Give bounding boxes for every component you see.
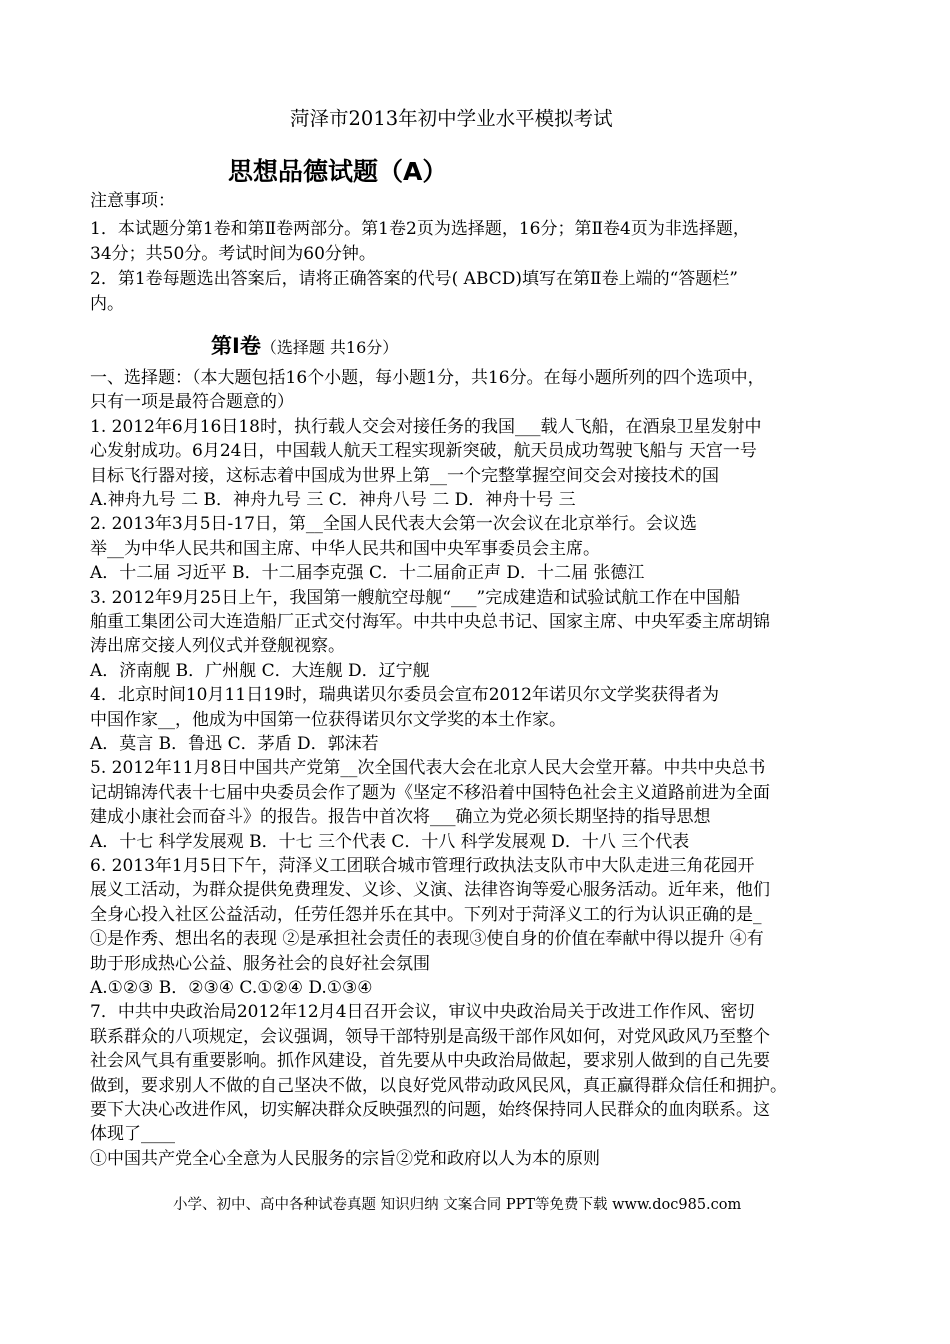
- question-line: 一、选择题：（本大题包括16个小题，每小题1分，共16分。在每小题所列的四个选项中，: [90, 368, 765, 388]
- section-title: 第Ⅰ卷: [211, 334, 261, 358]
- notice-line: 1．本试题分第1卷和第Ⅱ卷两部分。第1卷2页为选择题，16分；第Ⅱ卷4页为非选择题，: [90, 219, 750, 239]
- question-line: 全身心投入社区公益活动，任劳任怨并乐在其中。下列对于菏泽义工的行为认识正确的是_: [90, 905, 762, 925]
- question-line: 社会风气具有重要影响。抓作风建设，首先要从中央政治局做起，要求别人做到的自己先要: [90, 1051, 770, 1071]
- question-line: 目标飞行器对接，这标志着中国成为世界上第__一个完整掌握空间交会对接技术的国: [90, 466, 719, 486]
- question-line: 助于形成热心公益、服务社会的良好社会氛围: [90, 954, 430, 974]
- question-line: ①是作秀、想出名的表现 ②是承担社会责任的表现③使自身的价值在奉献中得以提升 ④有: [90, 929, 764, 949]
- question-line: 联系群众的八项规定，会议强调，领导干部特别是高级干部作风如何，对党风政风乃至整个: [90, 1027, 770, 1047]
- question-line: A．莫言 B．鲁迅 C．茅盾 D．郭沫若: [90, 734, 379, 754]
- question-line: 中国作家__，他成为中国第一位获得诺贝尔文学奖的本土作家。: [90, 710, 566, 730]
- question-line: 展义工活动，为群众提供免费理发、义诊、义演、法律咨询等爱心服务活动。近年来，他们: [90, 880, 770, 900]
- exam-subtitle: 思想品德试题（A）: [228, 157, 448, 186]
- question-line: 体现了____: [90, 1124, 175, 1144]
- notice-line: 2．第1卷每题选出答案后，请将正确答案的代号( ABCD)填写在第Ⅱ卷上端的“答题栏”: [90, 269, 738, 289]
- question-line: A．济南舰 B．广州舰 C．大连舰 D．辽宁舰: [90, 661, 430, 681]
- question-line: A．十七 科学发展观 B．十七 三个代表 C．十八 科学发展观 D．十八 三个代表: [90, 832, 690, 852]
- notice-line: 34分；共50分。考试时间为60分钟。: [90, 244, 376, 264]
- question-line: 只有一项是最符合题意的）: [90, 392, 294, 412]
- notice-heading: 注意事项：: [90, 191, 175, 211]
- question-line: 记胡锦涛代表十七届中央委员会作了题为《坚定不移沿着中国特色社会主义道路前进为全面: [90, 783, 770, 803]
- question-line: 3. 2012年9月25日上午，我国第一艘航空母舰“___”完成建造和试验试航工作在中国船: [90, 588, 741, 608]
- section-note: （选择题 共16分）: [260, 338, 399, 357]
- question-line: 建成小康社会而奋斗》的报告。报告中首次将___确立为党必须长期坚持的指导思想: [90, 807, 711, 827]
- question-line: 心发射成功。6月24日，中国载人航天工程实现新突破，航天员成功驾驶飞船与 天宫一号: [90, 441, 757, 461]
- section-heading: [211, 330, 398, 360]
- question-line: 举__为中华人民共和国主席、中华人民共和国中央军事委员会主席。: [90, 539, 600, 559]
- question-line: A.神舟九号 二 B．神舟九号 三 C．神舟八号 二 D．神舟十号 三: [90, 490, 576, 510]
- question-line: 涛出席交接人列仪式并登舰视察。: [90, 636, 345, 656]
- question-line: 4．北京时间10月11日19时，瑞典诺贝尔委员会宣布2012年诺贝尔文学奖获得者为: [90, 685, 719, 705]
- question-line: 1. 2012年6月16日18时，执行载人交会对接任务的我国___载人飞船，在酒泉卫星发射中: [90, 417, 762, 437]
- question-line: ①中国共产党全心全意为人民服务的宗旨②党和政府以人为本的原则: [90, 1149, 600, 1169]
- question-line: 6. 2013年1月5日下午，菏泽义工团联合城市管理行政执法支队市中大队走进三角花园开: [90, 856, 755, 876]
- question-line: 2. 2013年3月5日-17日，第__全国人民代表大会第一次会议在北京举行。会议选: [90, 514, 697, 534]
- question-line: 舶重工集团公司大连造船厂正式交付海军。中共中央总书记、国家主席、中央军委主席胡锦: [90, 612, 770, 632]
- notice-line: 内。: [90, 294, 124, 314]
- question-line: A．十二届 习近平 B．十二届李克强 C．十二届俞正声 D．十二届 张德江: [90, 563, 645, 583]
- page-footer: 小学、初中、高中各种试卷真题 知识归纳 文案合同 PPT等免费下载 www.doc985.com: [173, 1197, 742, 1213]
- question-line: 做到，要求别人不做的自己坚决不做，以良好党风带动政风民风，真正赢得群众信任和拥护。: [90, 1076, 787, 1096]
- question-line: 7．中共中央政治局2012年12月4日召开会议，审议中央政治局关于改进工作作风、密切: [90, 1002, 755, 1022]
- exam-title: 菏泽市2013年初中学业水平模拟考试: [290, 107, 613, 130]
- question-line: 要下大决心改进作风，切实解决群众反映强烈的问题，始终保持同人民群众的血肉联系。这: [90, 1100, 770, 1120]
- question-line: 5. 2012年11月8日中国共产党第__次全国代表大会在北京人民大会堂开幕。中共中央总书: [90, 758, 766, 778]
- question-line: A.①②③ B．②③④ C.①②④ D.①③④: [90, 978, 373, 998]
